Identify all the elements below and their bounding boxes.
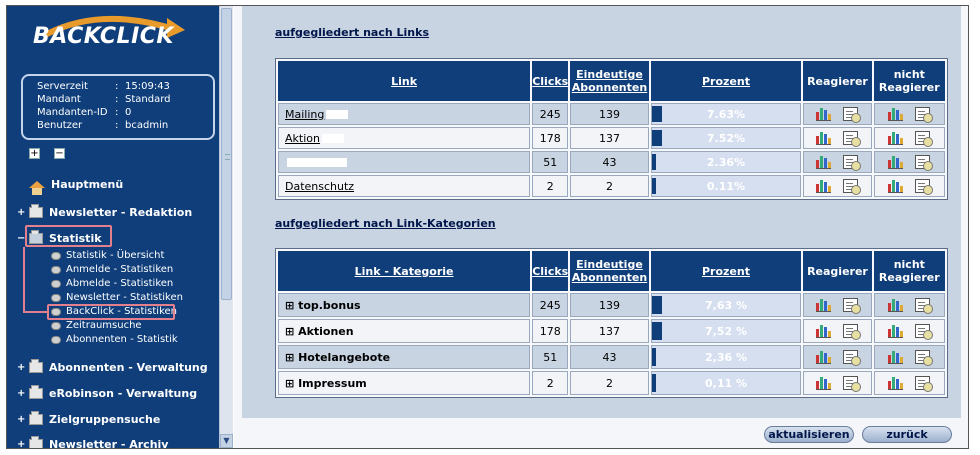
table-row: ⊞ Impressum 2 2 0,11 % (278, 371, 945, 395)
non-reactor-chart-icon[interactable] (888, 179, 903, 193)
folder-icon (29, 388, 43, 399)
percent-bar-cell: 0.11% (651, 175, 802, 197)
folder-icon (29, 362, 43, 373)
reactor-list-icon[interactable] (843, 131, 858, 145)
expand-icon[interactable]: ⊞ (285, 376, 295, 390)
percent-bar-cell: 7,63 % (651, 293, 802, 317)
percent-bar-cell: 2,36 % (651, 345, 802, 369)
non-reactor-chart-icon[interactable] (888, 298, 903, 312)
reactor-chart-icon[interactable] (816, 155, 831, 169)
table-row: Aktion 178 137 7.52% (278, 127, 945, 149)
sidebar (7, 6, 219, 448)
folder-icon (29, 414, 43, 425)
link-cell[interactable] (278, 151, 530, 173)
session-info-panel (21, 74, 215, 140)
category-cell[interactable]: ⊞ top.bonus (278, 293, 530, 317)
menu-newsletter-redaktion[interactable]: + Newsletter - Redaktion (17, 206, 193, 219)
info-row-tenant-id: Mandanten-ID : 0 (37, 107, 132, 118)
link-cell[interactable]: Mailing (278, 103, 530, 125)
non-reactor-list-icon[interactable] (915, 155, 930, 169)
db-icon (51, 252, 61, 260)
table-row: ⊞ Hotelangebote 51 43 2,36 % (278, 345, 945, 369)
expand-icon[interactable]: + (17, 439, 26, 449)
main-area (234, 6, 969, 448)
non-reactor-list-icon[interactable] (915, 179, 930, 193)
scrollbar-thumb[interactable] (221, 8, 232, 300)
non-reactor-chart-icon[interactable] (888, 131, 903, 145)
reactor-list-icon[interactable] (843, 350, 858, 364)
reactor-list-icon[interactable] (843, 155, 858, 169)
category-cell[interactable]: ⊞ Impressum (278, 371, 530, 395)
col-header-clicks[interactable]: Clicks (532, 61, 568, 101)
backclick-highlight (47, 304, 175, 320)
non-reactor-list-icon[interactable] (915, 107, 930, 121)
table-row: 51 43 2.36% (278, 151, 945, 173)
reactor-chart-icon[interactable] (816, 350, 831, 364)
expand-icon[interactable]: + (17, 414, 26, 425)
non-reactor-list-icon[interactable] (915, 324, 930, 338)
sub-anmelde-statistiken[interactable]: Anmelde - Statistiken (51, 264, 173, 275)
sub-statistik-uebersicht[interactable]: Statistik - Übersicht (51, 250, 164, 261)
expand-all-icon[interactable]: + (30, 148, 39, 159)
non-reactor-chart-icon[interactable] (888, 376, 903, 390)
db-icon (51, 280, 61, 288)
bottom-bar (234, 418, 969, 448)
percent-bar-cell: 7.52% (651, 127, 802, 149)
non-reactor-chart-icon[interactable] (888, 107, 903, 121)
redacted-text (326, 110, 348, 119)
expand-icon[interactable]: + (17, 388, 26, 399)
percent-bar-cell: 0,11 % (651, 371, 802, 395)
logo (27, 12, 197, 68)
col-header-reactor: Reagierer (803, 61, 871, 101)
reactor-list-icon[interactable] (843, 107, 858, 121)
grip-icon (225, 154, 230, 160)
collapse-icon[interactable]: − (17, 233, 26, 244)
non-reactor-list-icon[interactable] (915, 376, 930, 390)
col-header-unique[interactable]: Eindeutige Abonnenten (570, 61, 648, 101)
sub-backclick-statistiken[interactable]: BackClick - Statistiken (51, 306, 177, 317)
db-icon (51, 322, 61, 330)
table-row: ⊞ top.bonus 245 139 7,63 % (278, 293, 945, 317)
menu-abonnenten-verwaltung[interactable]: + Abonnenten - Verwaltung (17, 361, 208, 374)
percent-bar-cell: 7,52 % (651, 319, 802, 343)
reactor-list-icon[interactable] (843, 324, 858, 338)
reactor-chart-icon[interactable] (816, 179, 831, 193)
sub-zeitraumsuche[interactable]: Zeitraumsuche (51, 320, 142, 331)
redacted-text (322, 134, 344, 143)
col-header-reactor: Reagierer (803, 251, 871, 291)
sub-abmelde-statistiken[interactable]: Abmelde - Statistiken (51, 278, 173, 289)
reactor-list-icon[interactable] (843, 179, 858, 193)
info-row-server-time: Serverzeit : 15:09:43 (37, 81, 170, 92)
folder-icon (29, 207, 43, 218)
col-header-link[interactable]: Link (278, 61, 530, 101)
reactor-chart-icon[interactable] (816, 107, 831, 121)
expand-icon[interactable]: + (17, 362, 26, 373)
back-button[interactable]: zurück (862, 426, 952, 443)
non-reactor-list-icon[interactable] (915, 350, 930, 364)
menu-home[interactable]: Hauptmenü (29, 178, 123, 191)
col-header-clicks[interactable]: Clicks (532, 251, 568, 291)
links-table (275, 58, 948, 200)
table-row: Mailing 245 139 7.63% (278, 103, 945, 125)
category-cell[interactable]: ⊞ Aktionen (278, 319, 530, 343)
info-row-tenant: Mandant : Standard (37, 94, 171, 105)
col-header-non-reactor: nicht Reagierer (874, 61, 945, 101)
highlight-connector (23, 247, 47, 313)
non-reactor-list-icon[interactable] (915, 298, 930, 312)
collapse-all-icon[interactable]: − (55, 148, 64, 159)
content-panel (242, 6, 961, 418)
expand-icon[interactable]: ⊞ (285, 324, 295, 338)
db-icon (51, 294, 61, 302)
menu-erobinson-verwaltung[interactable]: + eRobinson - Verwaltung (17, 387, 198, 400)
categories-table (275, 248, 948, 398)
non-reactor-chart-icon[interactable] (888, 155, 903, 169)
col-header-percent[interactable]: Prozent (651, 61, 802, 101)
col-header-unique[interactable]: Eindeutige Abonnenten (570, 251, 648, 291)
menu-zielgruppensuche[interactable]: + Zielgruppensuche (17, 413, 161, 426)
reactor-chart-icon[interactable] (816, 376, 831, 390)
info-row-user: Benutzer : bcadmin (37, 120, 169, 131)
reactor-list-icon[interactable] (843, 376, 858, 390)
sidebar-scrollbar[interactable] (219, 6, 233, 448)
statistik-highlight (25, 225, 112, 247)
category-cell[interactable]: ⊞ Hotelangebote (278, 345, 530, 369)
col-header-category[interactable]: Link - Kategorie (278, 251, 530, 291)
table-row: Datenschutz 2 2 0.11% (278, 175, 945, 197)
expand-icon[interactable]: ⊞ (285, 298, 295, 312)
redacted-text (287, 158, 347, 167)
refresh-button[interactable]: aktualisieren (764, 426, 854, 443)
menu-statistik[interactable]: − Statistik (17, 232, 102, 245)
folder-icon (29, 439, 43, 449)
link-cell[interactable]: Aktion (278, 127, 530, 149)
reactor-list-icon[interactable] (843, 298, 858, 312)
reactor-chart-icon[interactable] (816, 298, 831, 312)
scroll-down-icon[interactable]: ▼ (220, 434, 233, 448)
expand-icon[interactable]: ⊞ (285, 350, 295, 364)
links-section-title: aufgegliedert nach Links (275, 26, 430, 39)
categories-section-title: aufgegliedert nach Link-Kategorien (275, 217, 496, 230)
percent-bar-cell: 7.63% (651, 103, 802, 125)
app-window (6, 5, 969, 449)
col-header-percent[interactable]: Prozent (651, 251, 802, 291)
reactor-chart-icon[interactable] (816, 324, 831, 338)
logo-text: BACKCLICK (33, 24, 174, 49)
sub-newsletter-statistiken[interactable]: Newsletter - Statistiken (51, 292, 183, 303)
col-header-non-reactor: nicht Reagierer (874, 251, 945, 291)
db-icon (51, 266, 61, 274)
non-reactor-list-icon[interactable] (915, 131, 930, 145)
reactor-chart-icon[interactable] (816, 131, 831, 145)
db-icon (51, 336, 61, 344)
expand-icon[interactable]: + (17, 207, 26, 218)
home-icon (29, 181, 45, 188)
percent-bar-cell: 2.36% (651, 151, 802, 173)
non-reactor-chart-icon[interactable] (888, 324, 903, 338)
table-row: ⊞ Aktionen 178 137 7,52 % (278, 319, 945, 343)
link-cell[interactable]: Datenschutz (278, 175, 530, 197)
non-reactor-chart-icon[interactable] (888, 350, 903, 364)
sub-abonnenten-statistik[interactable]: Abonnenten - Statistik (51, 334, 178, 345)
menu-newsletter-archiv[interactable]: + Newsletter - Archiv (17, 438, 169, 449)
